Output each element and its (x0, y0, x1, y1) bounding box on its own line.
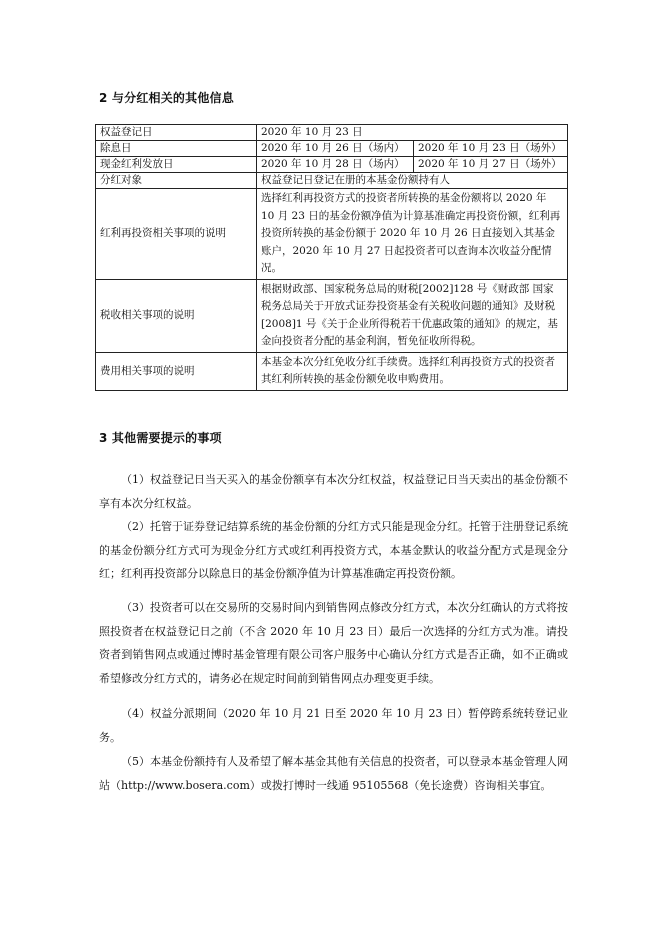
ex-date-offsite: 2020 年 10 月 23 日（场外） (414, 141, 568, 157)
section-2-heading: 2 与分红相关的其他信息 (99, 91, 234, 105)
table-row (96, 157, 568, 173)
reinvest-value: 选择红利再投资方式的投资者所转换的基金份额将以 2020 年 10 月 23 日的基金份额净值为计算基准确定再投资份额，红利再投资所转换的基金份额于 2020 年 10 月 26 日直接划入其基金账户，2020 年 10 月 27 日起投资者可以查询本次收益分配情况。 (257, 189, 568, 280)
table-row (96, 189, 568, 280)
tax-value: 根据财政部、国家税务总局的财税[2002]128 号《财政部 国家税务总局关于开放式证券投资基金有关税收问题的通知》及财税[2008]1 号《关于企业所得税若干优惠政策的通知》的规定，基金向投资者分配的基金利润，暂免征收所得税。 (257, 279, 568, 352)
dividend-target-value: 权益登记日登记在册的本基金份额持有人 (257, 173, 568, 189)
reinvest-label: 红利再投资相关事项的说明 (96, 189, 257, 280)
payment-date-onsite: 2020 年 10 月 28 日（场内） (257, 157, 414, 173)
notice-paragraph-5: （5）本基金份额持有人及希望了解本基金其他有关信息的投资者，可以登录本基金管理人网站（http://www.bosera.com）或拨打博时一线通 95105568（免长途费）咨询相关事宜。 (99, 755, 568, 792)
section-3-heading: 3 其他需要提示的事项 (99, 431, 222, 445)
dividend-target-label: 分红对象 (96, 173, 257, 189)
record-date-label: 权益登记日 (96, 125, 257, 141)
table-row (96, 279, 568, 352)
fees-value: 本基金本次分红免收分红手续费。选择红利再投资方式的投资者其红利所转换的基金份额免收申购费用。 (257, 352, 568, 390)
table-row (96, 125, 568, 141)
table-row (96, 173, 568, 189)
ex-date-label: 除息日 (96, 141, 257, 157)
notice-paragraph-1: （1）权益登记日当天买入的基金份额享有本次分红权益，权益登记日当天卖出的基金份额不享有本次分红权益。 (99, 473, 568, 510)
table-row (96, 141, 568, 157)
dividend-info-table (95, 124, 568, 391)
ex-date-onsite: 2020 年 10 月 26 日（场内） (257, 141, 414, 157)
table-row (96, 352, 568, 390)
payment-date-offsite: 2020 年 10 月 27 日（场外） (414, 157, 568, 173)
fees-label: 费用相关事项的说明 (96, 352, 257, 390)
tax-label: 税收相关事项的说明 (96, 279, 257, 352)
notice-paragraph-3: （3）投资者可以在交易所的交易时间内到销售网点修改分红方式，本次分红确认的方式将按照投资者在权益登记日之前（不含 2020 年 10 月 23 日）最后一次选择的分红方式为准。请投资者到销售网点或通过博时基金管理有限公司客户服务中心确认分红方式是否正确，如不正确或希望修改分红方式的，请务必在规定时间前到销售网点办理变更手续。 (99, 601, 568, 685)
payment-date-label: 现金红利发放日 (96, 157, 257, 173)
record-date-value: 2020 年 10 月 23 日 (257, 125, 568, 141)
notice-paragraph-4: （4）权益分派期间（2020 年 10 月 21 日至 2020 年 10 月 23 日）暂停跨系统转登记业务。 (99, 707, 568, 744)
notice-paragraph-2: （2）托管于证券登记结算系统的基金份额的分红方式只能是现金分红。托管于注册登记系统的基金份额分红方式可为现金分红方式或红利再投资方式，本基金默认的收益分配方式是现金分红；红利再投资部分以除息日的基金份额净值为计算基准确定再投资份额。 (99, 520, 568, 581)
